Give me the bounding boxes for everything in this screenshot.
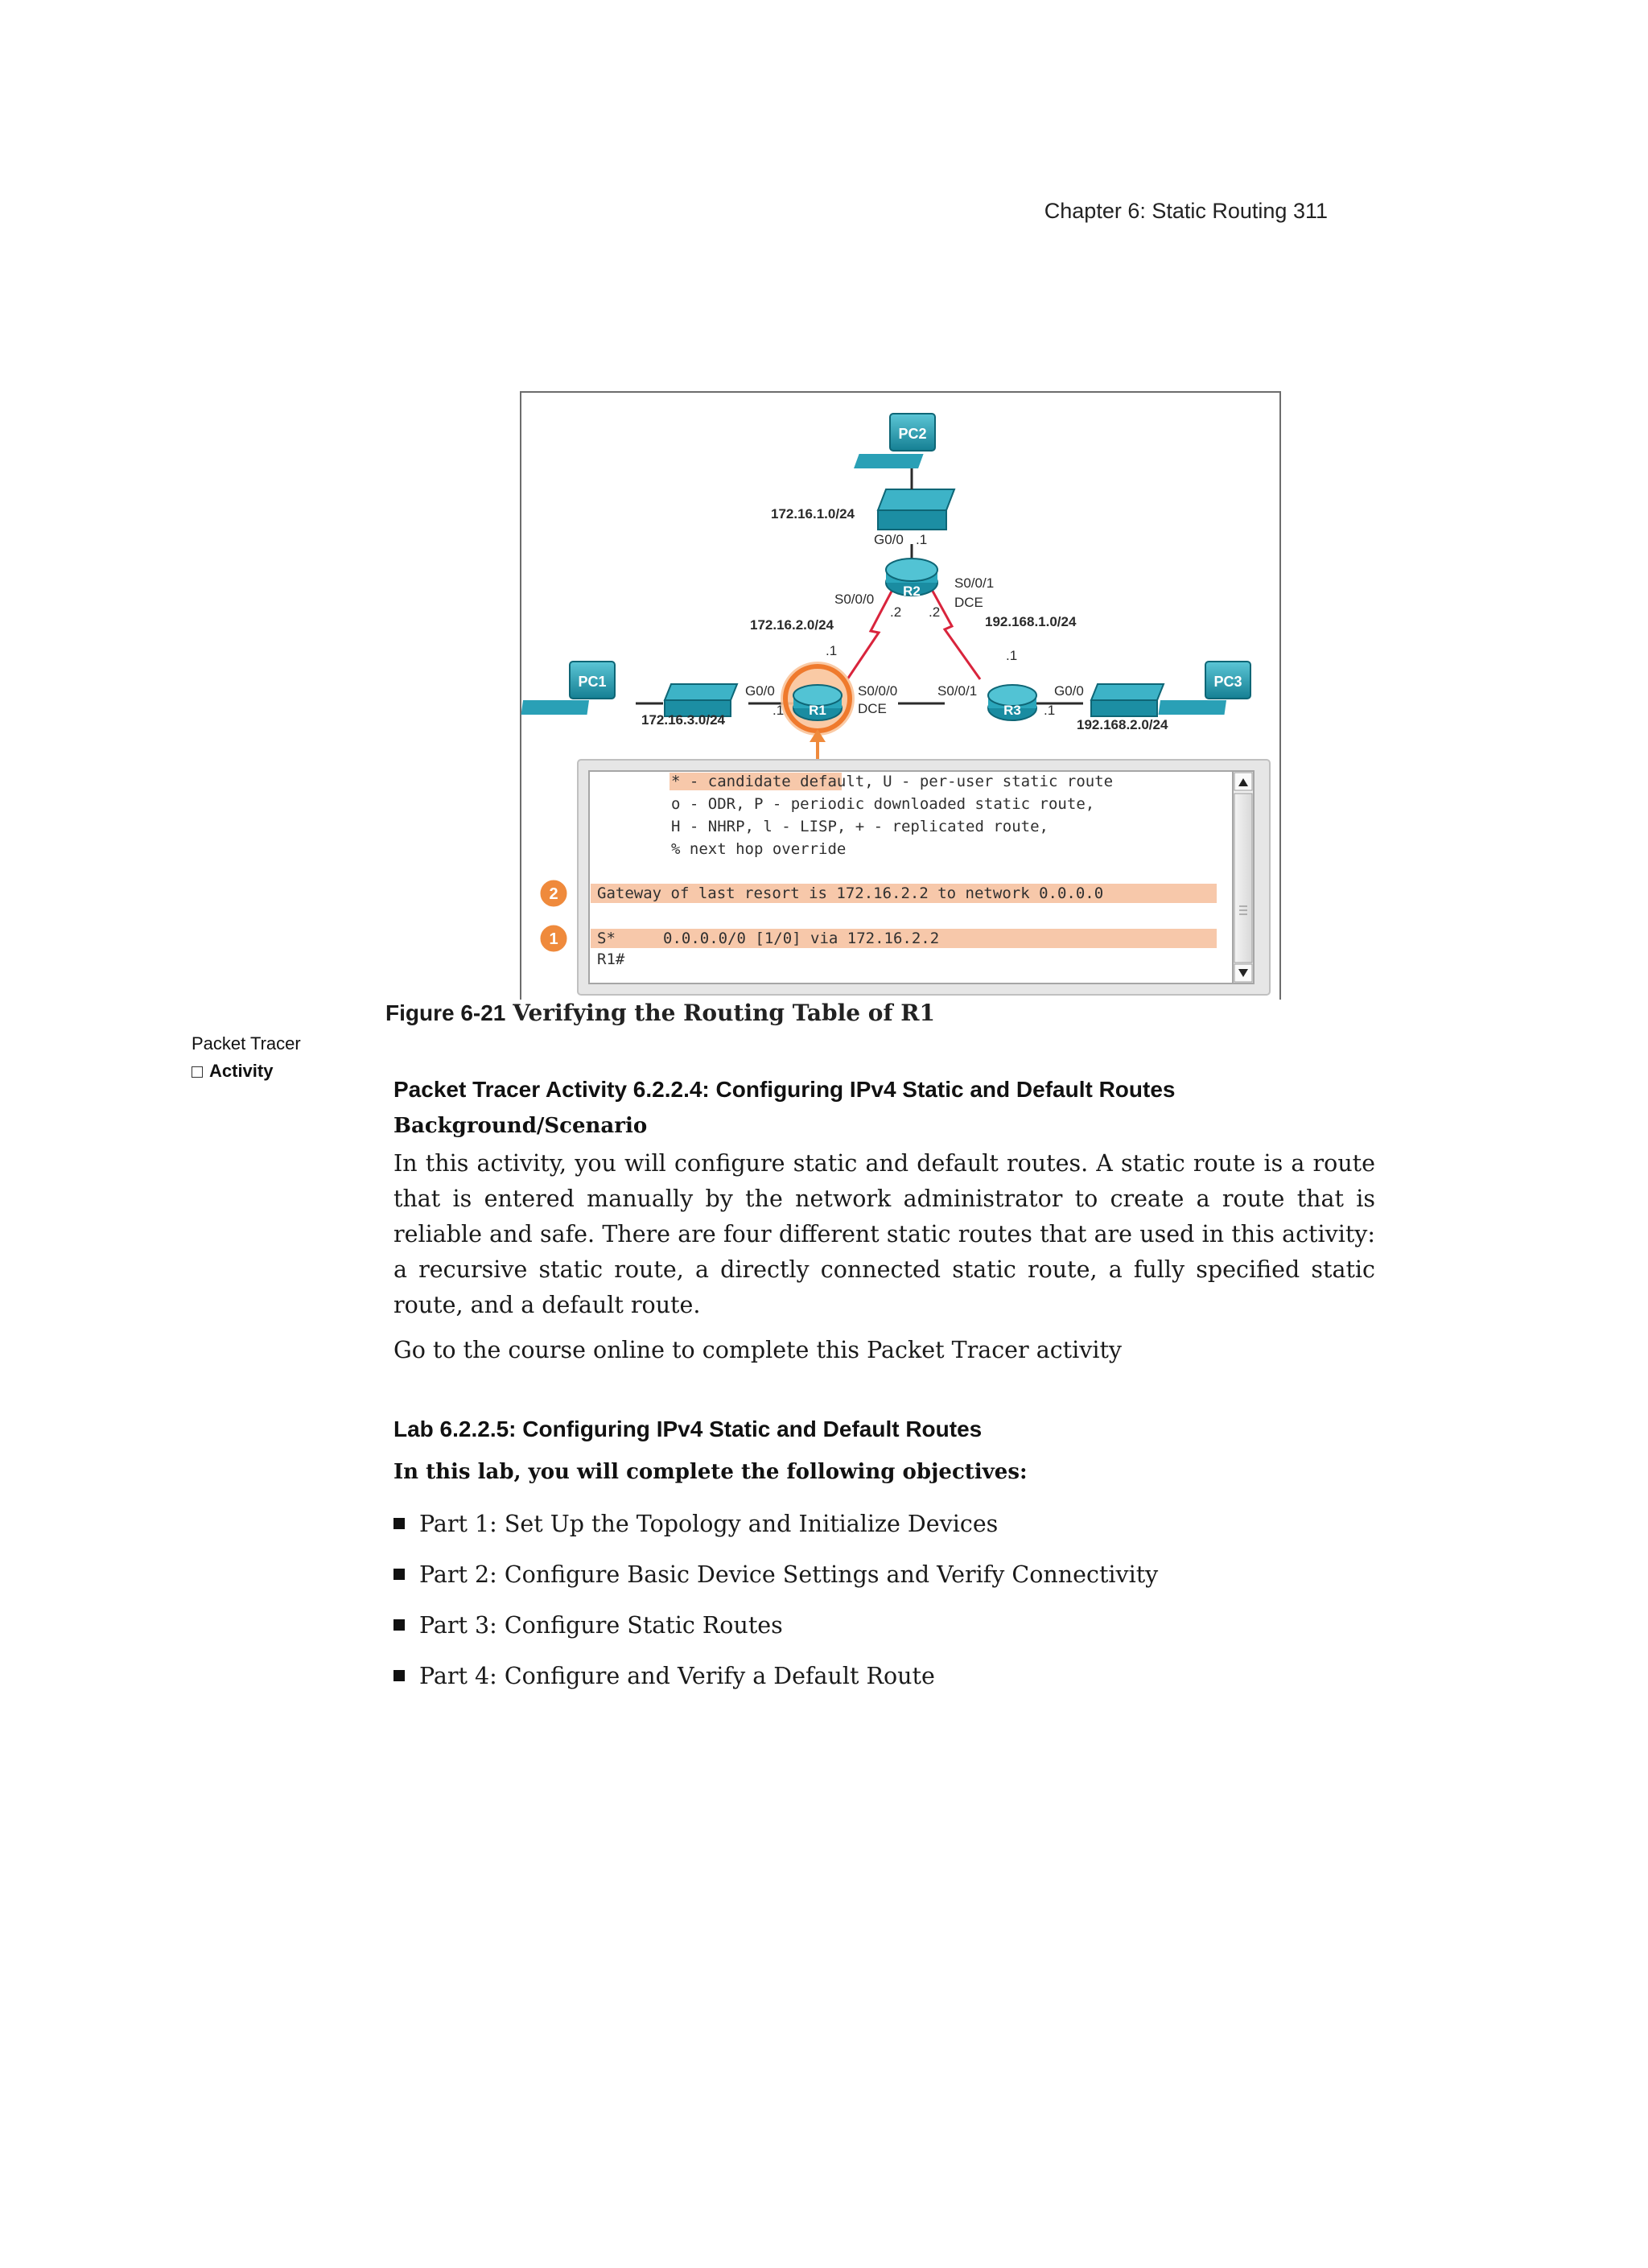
svg-text:1: 1 xyxy=(549,930,558,948)
margin-note-line-2: Activity xyxy=(192,1058,352,1085)
r1-label: R1 xyxy=(809,703,826,718)
r2-label: R2 xyxy=(903,583,921,599)
net-r2-lan-label: 172.16.1.0/24 xyxy=(771,506,855,522)
lab-section xyxy=(393,1416,1375,1709)
terminal-line-3: H - NHRP, l - LISP, + - replicated route, xyxy=(671,818,1049,835)
running-head: Chapter 6: Static Routing 311 xyxy=(1044,199,1328,223)
net-r1-lan-label: 172.16.3.0/24 xyxy=(641,712,725,728)
r2-router xyxy=(886,559,937,599)
r2-s001-label: S0/0/1 xyxy=(954,575,995,591)
activity-note: Go to the course online to complete this Packet Tracer activity xyxy=(393,1337,1123,1363)
pc2-device xyxy=(854,414,935,468)
switch-r2-lan xyxy=(878,489,954,530)
callout-2 xyxy=(539,879,568,908)
r2-s000-label: S0/0/0 xyxy=(834,592,875,607)
r1-router xyxy=(781,662,855,736)
packet-tracer-margin-note xyxy=(192,1030,352,1085)
r1-link-ip: .1 xyxy=(826,643,838,658)
terminal-prompt: R1# xyxy=(597,950,625,968)
r3-link-ip: .1 xyxy=(1006,648,1018,663)
scroll-thumb xyxy=(1234,794,1252,963)
gateway-line: Gateway of last resort is 172.16.2.2 to network 0.0.0.0 xyxy=(597,885,1104,902)
bullet-square-icon xyxy=(393,1518,405,1529)
network-topology-figure xyxy=(520,391,1281,1000)
r3-label: R3 xyxy=(1003,703,1021,718)
bullet-square-icon xyxy=(393,1569,405,1580)
terminal-line-4: % next hop override xyxy=(671,840,847,858)
r2-g00-label: G0/0 xyxy=(874,532,904,547)
activity-body: In this activity, you will configure static and default routes. A static route is a route that is entered manually by the network administrator to create a route that is reliable and safe. There are four different static routes that are used in this activity: a recursive static route, a directly connected static route, a fully specified static route, and a default route. xyxy=(393,1150,1375,1318)
r3-g00-ip: .1 xyxy=(1044,703,1056,718)
r3-g00-label: G0/0 xyxy=(1054,683,1084,699)
terminal-line-1: * - candidate default, U - per-user static route xyxy=(671,773,1114,790)
pc3-device xyxy=(1159,662,1250,715)
net-r1-r2-label: 172.16.2.0/24 xyxy=(750,617,834,633)
lab-heading: Lab 6.2.2.5: Configuring IPv4 Static and Default Routes xyxy=(393,1416,983,1441)
margin-note-line-1: Packet Tracer xyxy=(192,1033,301,1054)
r2-g00-ip: .1 xyxy=(916,532,928,547)
switch-r3-lan xyxy=(1091,684,1164,716)
list-item: Part 1: Set Up the Topology and Initialize Devices xyxy=(393,1507,1375,1557)
svg-text:2: 2 xyxy=(549,885,558,903)
activity-box-icon xyxy=(192,1066,203,1078)
r1-s000-label: S0/0/0 xyxy=(858,683,898,699)
callout-1 xyxy=(539,924,568,953)
net-r2-r3-label: 192.168.1.0/24 xyxy=(985,614,1077,629)
lab-intro: In this lab, you will complete the following objectives: xyxy=(393,1460,1028,1484)
route-code: S* xyxy=(597,930,616,947)
lab-objectives-list xyxy=(393,1507,1375,1709)
pc3-label: PC3 xyxy=(1213,674,1242,690)
figure-title: Verifying the Routing Table of R1 xyxy=(513,1000,935,1026)
r2-s001-dce: DCE xyxy=(954,595,983,610)
list-item: Part 3: Configure Static Routes xyxy=(393,1608,1375,1659)
switch-r1-lan xyxy=(665,684,737,716)
r3-router xyxy=(988,685,1036,720)
pc1-device xyxy=(521,662,615,715)
terminal-line-2: o - ODR, P - periodic downloaded static route, xyxy=(671,795,1095,813)
pc1-label: PC1 xyxy=(578,674,607,690)
list-item: Part 2: Configure Basic Device Settings and Verify Connectivity xyxy=(393,1557,1375,1608)
bullet-square-icon xyxy=(393,1619,405,1631)
activity-heading: Packet Tracer Activity 6.2.2.4: Configuring IPv4 Static and Default Routes xyxy=(393,1077,1176,1102)
terminal-window xyxy=(539,760,1270,995)
list-item: Part 4: Configure and Verify a Default Route xyxy=(393,1659,1375,1709)
route-line: 0.0.0.0/0 [1/0] via 172.16.2.2 xyxy=(663,930,940,947)
net-r3-lan-label: 192.168.2.0/24 xyxy=(1077,717,1168,732)
packet-tracer-activity-section xyxy=(393,1077,1375,1368)
r1-g00-label: G0/0 xyxy=(745,683,775,699)
bullet-square-icon xyxy=(393,1670,405,1681)
r1-dce-label: DCE xyxy=(858,701,887,716)
activity-subheading: Background/Scenario xyxy=(393,1114,648,1138)
figure-caption xyxy=(385,1000,935,1026)
terminal-scrollbar[interactable] xyxy=(1233,771,1254,983)
figure-number: Figure 6-21 xyxy=(385,1000,506,1025)
r3-s001-label: S0/0/1 xyxy=(937,683,978,699)
pc2-label: PC2 xyxy=(898,426,927,442)
r2-s000-ip: .2 xyxy=(890,604,902,620)
r1-g00-ip: .1 xyxy=(772,703,785,718)
r2-s001-ip: .2 xyxy=(929,604,941,620)
